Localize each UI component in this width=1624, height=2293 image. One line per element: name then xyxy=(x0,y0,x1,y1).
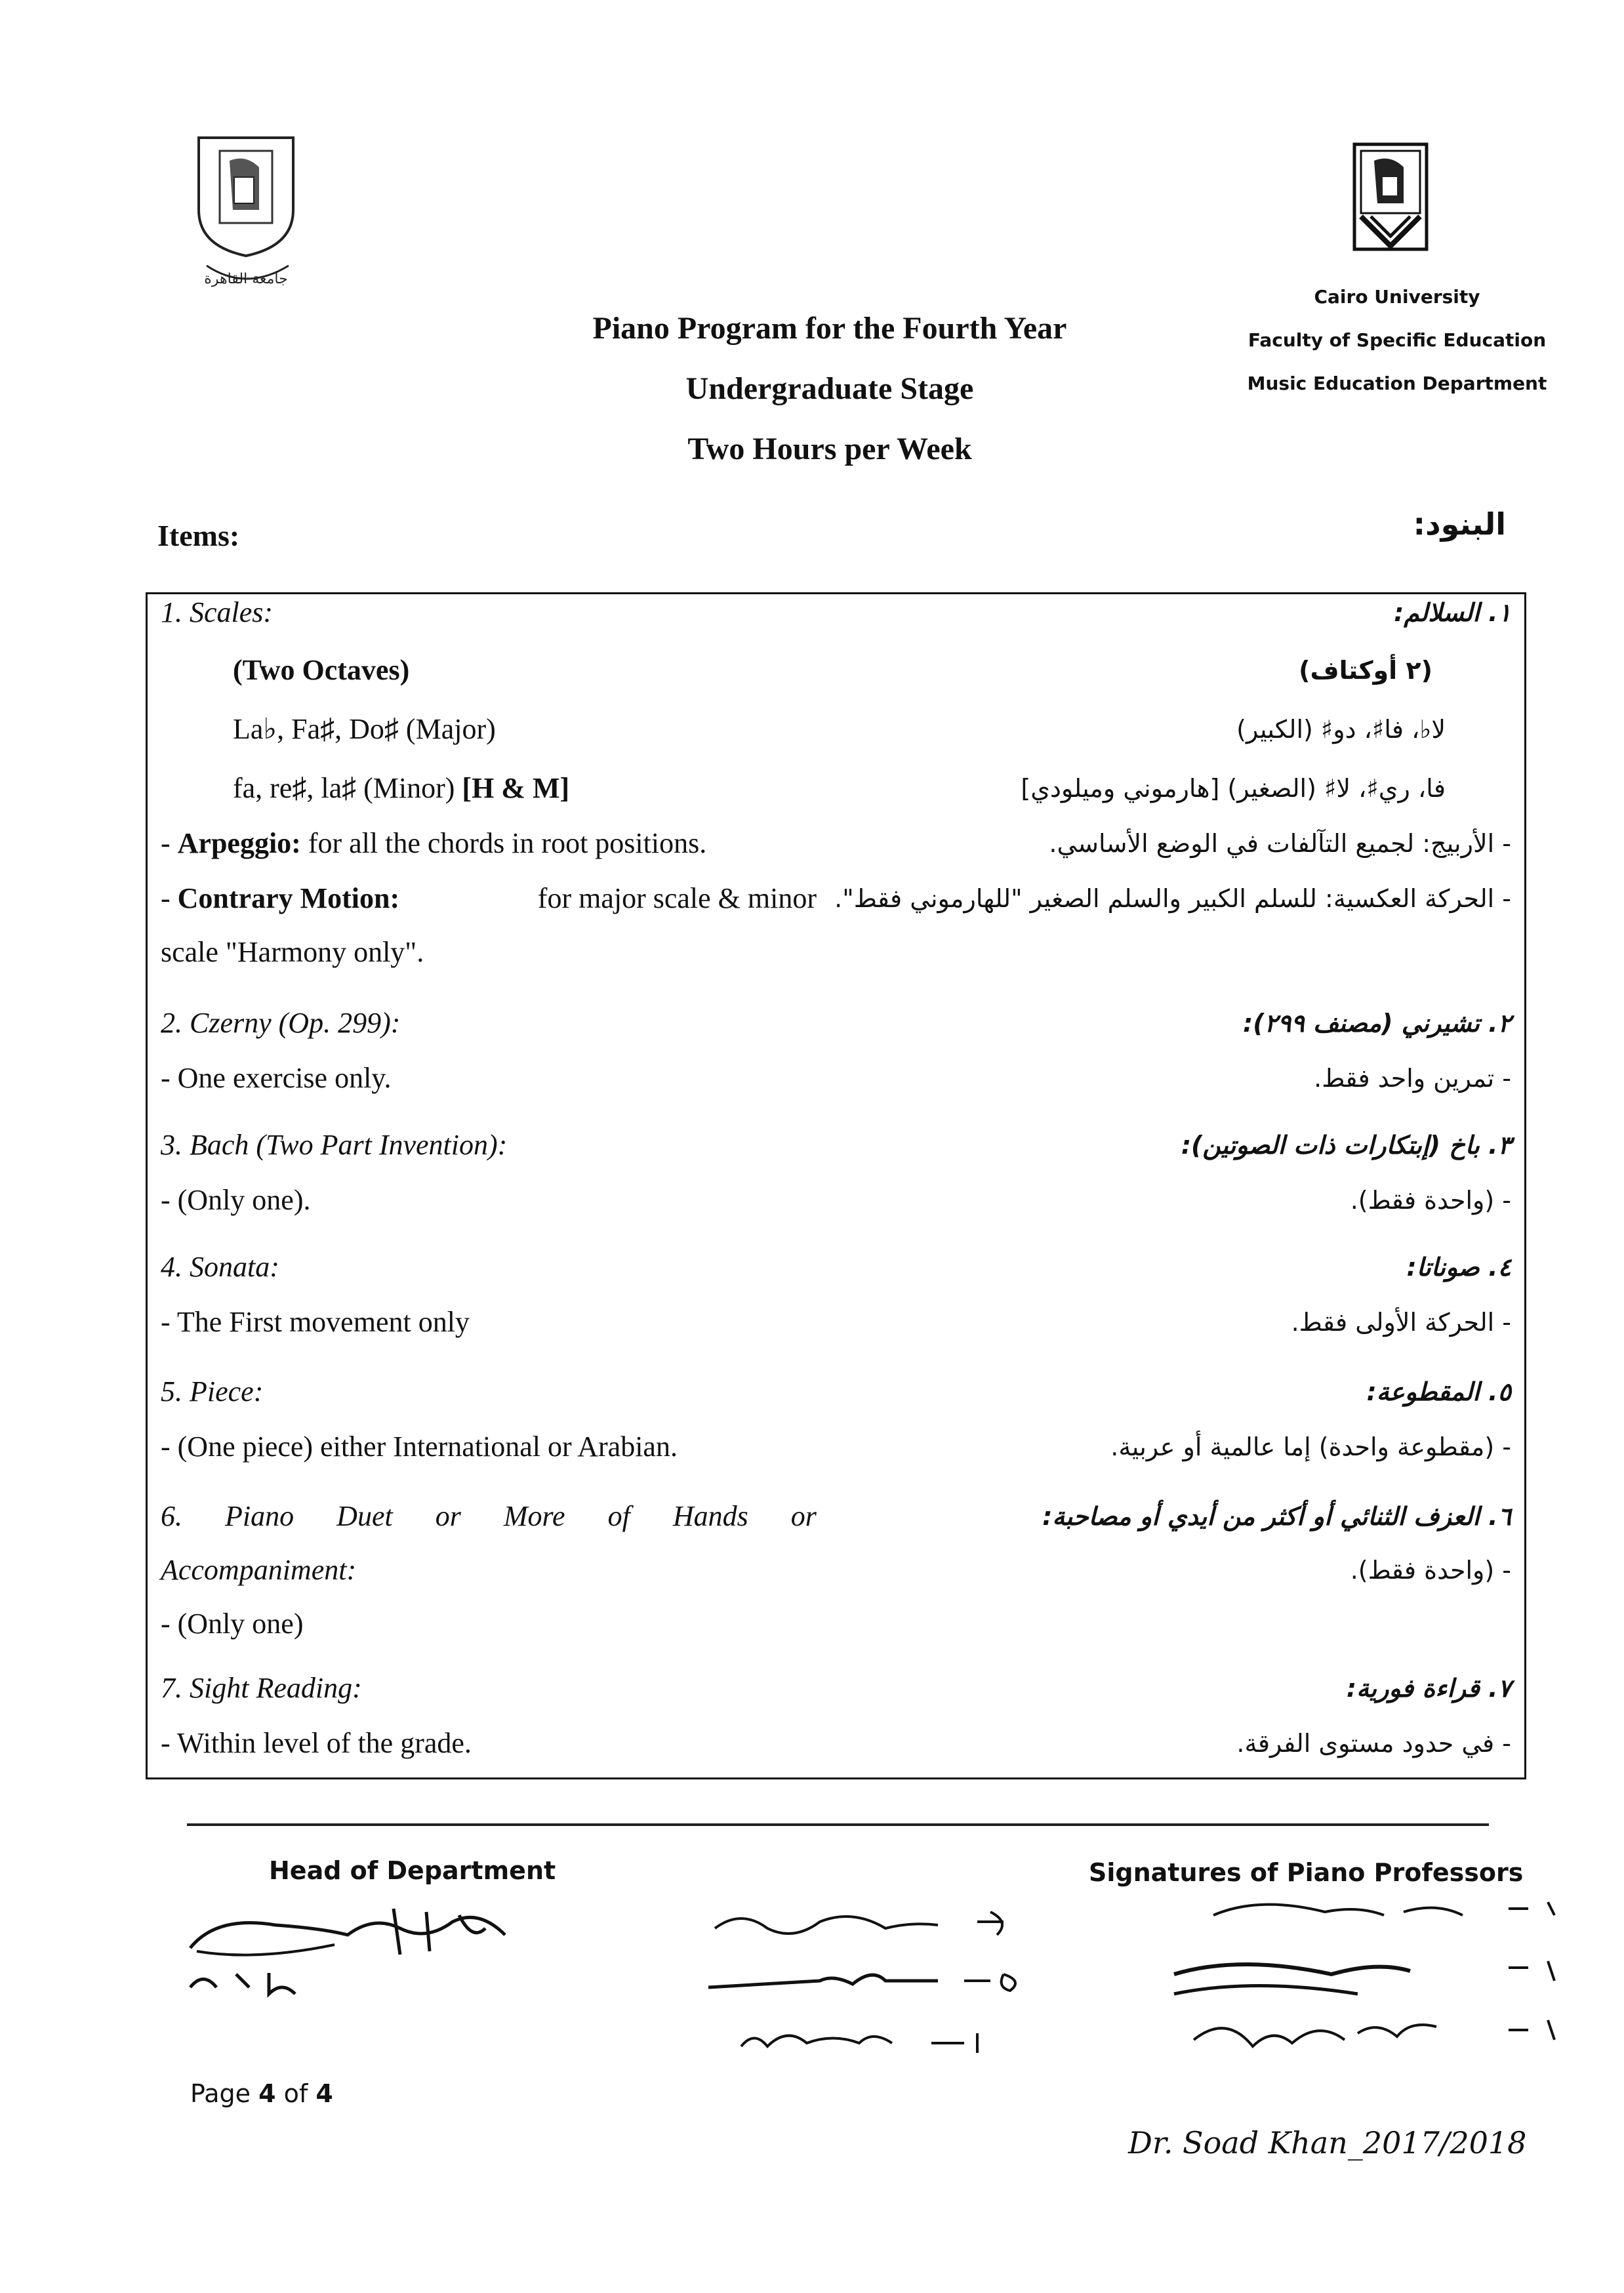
scales-major: La♭, Fa♯, Do♯ (Major) xyxy=(233,713,496,745)
items-label-arabic: البنود: xyxy=(1413,506,1506,542)
title-line-3: Two Hours per Week xyxy=(687,432,972,466)
duet-heading-word: More xyxy=(503,1500,565,1532)
sonata-text: - The First movement only xyxy=(161,1306,470,1338)
piano-professors-signatures-label: Signatures of Piano Professors xyxy=(1089,1858,1524,1887)
items-label: Items: xyxy=(157,519,240,552)
duet-heading-word: 6. xyxy=(161,1500,182,1532)
duet-text: - (Only one) xyxy=(161,1608,304,1640)
scales-minor-arabic: فا، ري♯، لا♯ (الصغير) [هارموني وميلودي] xyxy=(1021,774,1446,803)
faculty-name: Faculty of Specific Education xyxy=(1248,329,1547,351)
scales-minor-text: fa, re♯, la♯ (Minor) xyxy=(233,772,455,804)
sight-reading-text-arabic: - في حدود مستوى الفرقة. xyxy=(1236,1729,1511,1758)
document-title-block xyxy=(459,298,1200,479)
duet-heading-word: Duet xyxy=(336,1500,393,1532)
sight-reading-text: - Within level of the grade. xyxy=(161,1727,472,1759)
sonata-heading-arabic: ٤. صوناتا: xyxy=(1406,1253,1511,1282)
svg-text:جامعة القاهرة: جامعة القاهرة xyxy=(204,271,288,287)
arpeggio-line: - Arpeggio: for all the chords in root positions. xyxy=(161,827,707,859)
scales-minor xyxy=(233,770,569,807)
piece-heading: 5. Piece: xyxy=(161,1375,264,1408)
czerny-heading: 2. Czerny (Op. 299): xyxy=(161,1007,401,1039)
cairo-university-seal-logo xyxy=(193,131,298,295)
professors-signatures-middle xyxy=(702,1902,1043,2102)
duet-heading-arabic: ٦. العزف الثنائي أو أكثر من أيدي أو مصاحبة: xyxy=(1042,1502,1511,1531)
title-line-1: Piano Program for the Fourth Year xyxy=(592,311,1067,346)
page-number xyxy=(190,2079,333,2108)
faculty-logo xyxy=(1351,141,1430,256)
bach-heading: 3. Bach (Two Part Invention): xyxy=(161,1129,508,1161)
contrary-motion-line: - Contrary Motion: for major scale & minor xyxy=(161,880,817,917)
page-of: of xyxy=(275,2079,316,2108)
piece-text-arabic: - (مقطوعة واحدة) إما عالمية أو عربية. xyxy=(1110,1432,1511,1461)
page-current: 4 xyxy=(258,2079,276,2108)
duet-text-arabic: - (واحدة فقط). xyxy=(1350,1556,1511,1585)
czerny-text: - One exercise only. xyxy=(161,1062,392,1094)
piece-heading-arabic: ٥. المقطوعة: xyxy=(1366,1377,1511,1406)
arpeggio-arabic: - الأربيج: لجميع التآلفات في الوضع الأساسي. xyxy=(1049,829,1511,858)
scales-major-arabic: لا♭، فا♯، دو♯ (الكبير) xyxy=(1236,715,1446,744)
university-name: Cairo University xyxy=(1314,286,1480,308)
sight-reading-heading-arabic: ٧. قراءة فورية: xyxy=(1346,1674,1511,1703)
duet-heading-word: Hands xyxy=(672,1500,748,1532)
duet-heading-word: or xyxy=(435,1500,461,1532)
title-line-2: Undergraduate Stage xyxy=(685,371,974,406)
head-of-department-signature xyxy=(177,1889,518,2010)
author-credit: Dr. Soad Khan_2017/2018 xyxy=(1128,2125,1527,2161)
scales-heading: 1. Scales: xyxy=(161,596,274,628)
page-total: 4 xyxy=(315,2079,333,2108)
sonata-text-arabic: - الحركة الأولى فقط. xyxy=(1291,1308,1511,1337)
bach-text: - (Only one). xyxy=(161,1184,311,1216)
page-prefix: Page xyxy=(190,2079,259,2108)
footer-divider xyxy=(187,1823,1489,1826)
sight-reading-heading: 7. Sight Reading: xyxy=(161,1672,362,1704)
contrary-motion-line-2: scale "Harmony only". xyxy=(161,936,424,968)
arpeggio-text: for all the chords in root positions. xyxy=(308,827,707,859)
duet-heading-word: Piano xyxy=(225,1500,294,1532)
scales-octaves: (Two Octaves) xyxy=(233,654,410,686)
czerny-text-arabic: - تمرين واحد فقط. xyxy=(1314,1064,1511,1093)
piece-text: - (One piece) either International or Arabian. xyxy=(161,1431,678,1463)
scales-octaves-arabic: (٢ أوكتاف) xyxy=(1299,656,1432,685)
scales-minor-hm: [H & M] xyxy=(462,772,570,804)
program-items-box xyxy=(146,592,1526,1779)
head-of-department-label: Head of Department xyxy=(269,1856,556,1885)
professors-signatures-right xyxy=(1161,1889,1581,2089)
czerny-heading-arabic: ٢. تشيرني (مصنف ٢٩٩): xyxy=(1243,1009,1511,1038)
arpeggio-label: Arpeggio: xyxy=(177,827,301,859)
duet-heading-word: of xyxy=(607,1500,630,1532)
contrary-motion-text: for major scale & minor xyxy=(537,882,817,914)
contrary-motion-arabic: - الحركة العكسية: للسلم الكبير والسلم الصغير "للهارموني فقط". xyxy=(834,884,1511,913)
institution-block xyxy=(1240,275,1554,405)
duet-heading xyxy=(161,1498,817,1535)
department-name: Music Education Department xyxy=(1247,373,1547,394)
duet-heading-word: or xyxy=(790,1500,817,1532)
scales-heading-arabic: ١. السلالم: xyxy=(1394,598,1511,627)
contrary-motion-label: Contrary Motion: xyxy=(177,882,400,914)
duet-heading-line-2: Accompaniment: xyxy=(161,1554,357,1586)
bach-text-arabic: - (واحدة فقط). xyxy=(1350,1186,1511,1215)
bach-heading-arabic: ٣. باخ (إبتكارات ذات الصوتين): xyxy=(1181,1131,1511,1160)
sonata-heading: 4. Sonata: xyxy=(161,1251,279,1283)
